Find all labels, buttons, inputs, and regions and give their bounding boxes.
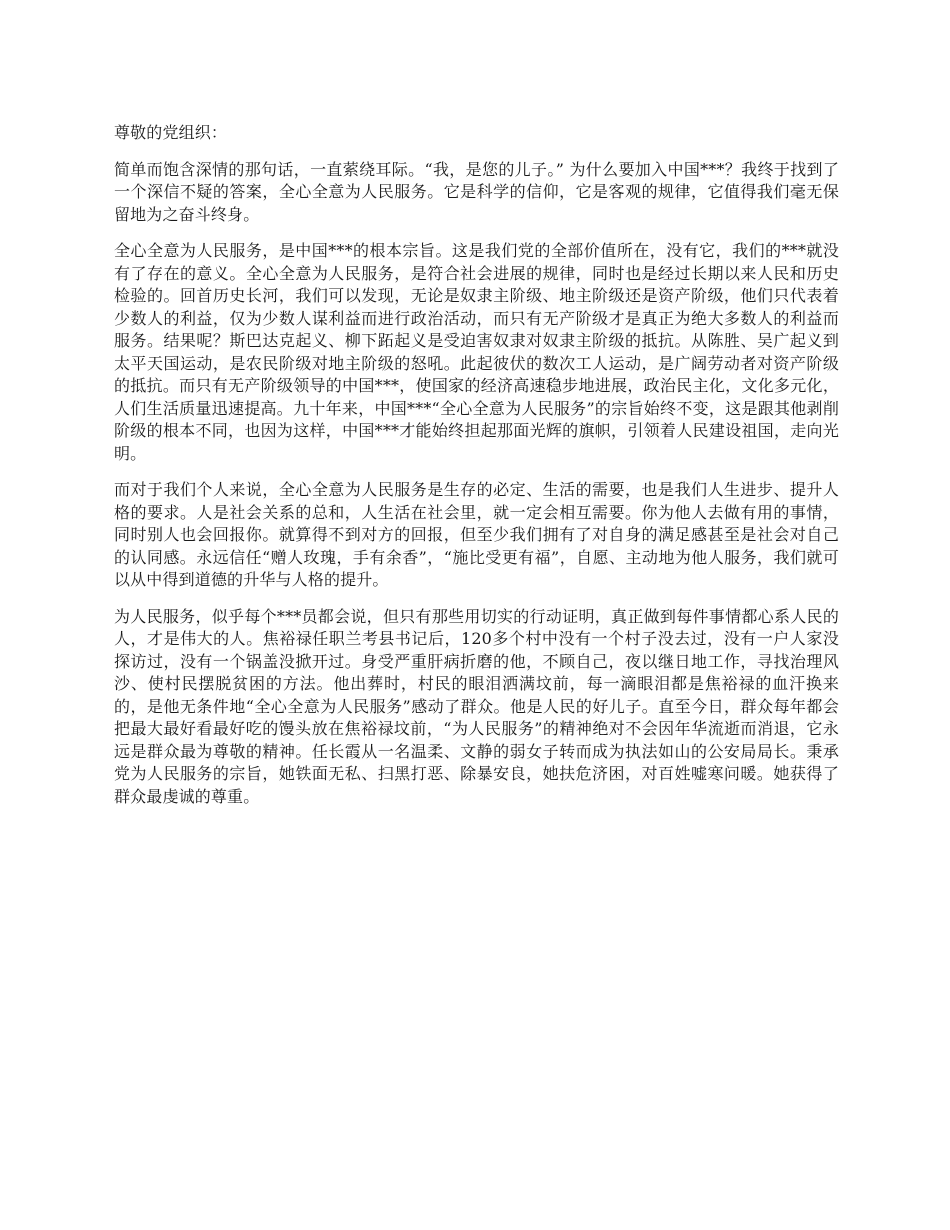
salutation: 尊敬的党组织： xyxy=(114,123,228,142)
paragraph-4: 为人民服务，似乎每个***员都会说，但只有那些用切实的行动证明，真正做到每件事情都心系人民的人，才是伟大的人。焦裕禄任职兰考县书记后，120多个村中没有一个村子没去过，没有一户人家没探访过，没有一个锅盖没掀开过。身受严重肝病折磨的他，不顾自己，夜以继日地工作，寻找治理风沙、使村民摆脱贫困的方法。他出葬时，村民的眼泪洒满坟前，每一滴眼泪都是焦裕禄的血汗换来的，是他无条件地“全心全意为人民服务”感动了群众。他是人民的好儿子。直至今日，群众每年都会把最大最好看最好吃的馒头放在焦裕禄坟前，“为人民服务”的精神绝对不会因年华流逝而消退，它永远是群众最为尊敬的精神。任长霞从一名温柔、文静的弱女子转而成为执法如山的公安局局长。秉承党为人民服务的宗旨，她铁面无私、扫黑打恶、除暴安良，她扶危济困，对百姓嘘寒问暖。她获得了群众最虔诚的尊重。 xyxy=(114,606,839,806)
paragraph-2: 全心全意为人民服务，是中国***的根本宗旨。这是我们党的全部价值所在，没有它，我们的***就没有了存在的意义。全心全意为人民服务，是符合社会进展的规律，同时也是经过长期以来人民和历史检验的。回首历史长河，我们可以发现，无论是奴隶主阶级、地主阶级还是资产阶级，他们只代表着少数人的利益，仅为少数人谋利益而进行政治活动，而只有无产阶级才是真正为绝大多数人的利益而服务。结果呢？斯巴达克起义、柳下跖起义是受迫害奴隶对奴隶主阶级的抵抗。从陈胜、吴广起义到太平天国运动，是农民阶级对地主阶级的怒吼。此起彼伏的数次工人运动，是广阔劳动者对资产阶级的抵抗。而只有无产阶级领导的中国***，使国家的经济高速稳步地进展，政治民主化，文化多元化，人们生活质量迅速提高。九十年来，中国***“全心全意为人民服务”的宗旨始终不变，这是跟其他剥削阶级的根本不同，也因为这样，中国***才能始终担起那面光辉的旗帜，引领着人民建设祖国，走向光明。 xyxy=(114,241,839,463)
letter-body xyxy=(114,122,839,822)
paragraph-3: 而对于我们个人来说，全心全意为人民服务是生存的必定、生活的需要，也是我们人生进步、提升人格的要求。人是社会关系的总和，人生活在社会里，就一定会相互需要。你为他人去做有用的事情，同时别人也会回报你。就算得不到对方的回报，但至少我们拥有了对自身的满足感甚至是社会对自己的认同感。永远信任“赠人玫瑰，手有余香”，“施比受更有福”，自愿、主动地为他人服务，我们就可以从中得到道德的升华与人格的提升。 xyxy=(114,480,839,589)
paragraph-1: 简单而饱含深情的那句话，一直萦绕耳际。“我，是您的儿子。” 为什么要加入中国***？我终于找到了一个深信不疑的答案，全心全意为人民服务。它是科学的信仰，它是客观的规律，它值得我们毫无保留地为之奋斗终身。 xyxy=(114,159,839,224)
